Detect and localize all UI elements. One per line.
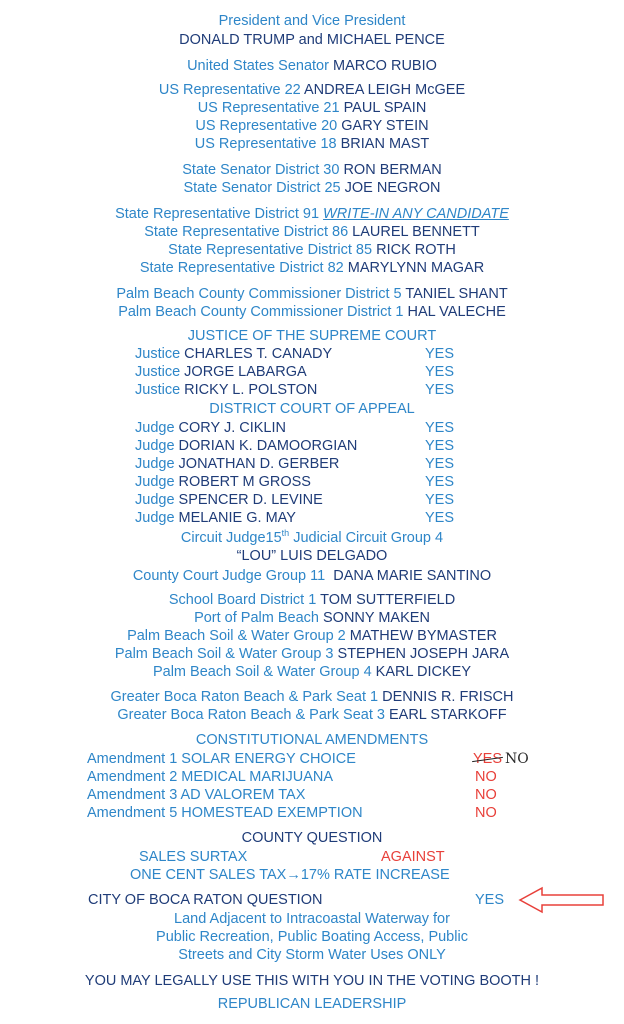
judge-name: JONATHAN D. GERBER (178, 456, 340, 472)
us-rep-name: ANDREA LEIGH McGEE (303, 82, 466, 98)
commissioner-name: HAL VALECHE (407, 304, 506, 320)
footer-signature: REPUBLICAN LEADERSHIP (217, 996, 407, 1012)
us-rep-label: US Representative 21 (197, 100, 340, 116)
amendment-vote: NO (475, 805, 497, 821)
judge-name: ROBERT M GROSS (178, 474, 311, 490)
city-question-header: CITY OF BOCA RATON QUESTION (88, 892, 323, 908)
city-question-text: Streets and City Storm Water Uses ONLY (178, 947, 446, 963)
judge-title: Judge (135, 456, 175, 472)
circuit-suffix: Judicial Circuit Group 4 (289, 530, 444, 546)
us-rep-line (0, 99, 624, 117)
beach-park-line (0, 688, 624, 706)
justice-name: JORGE LABARGA (184, 364, 307, 380)
sales-surtax-vote: AGAINST (381, 849, 445, 865)
local-line (0, 591, 624, 609)
city-question-text: Public Recreation, Public Boating Access, Public (156, 929, 468, 945)
justice-row (135, 363, 307, 381)
judge-vote: YES (425, 492, 455, 508)
circuit-judge-label (0, 529, 624, 547)
local-label: Port of Palm Beach (194, 610, 319, 626)
judge-title: Judge (135, 510, 175, 526)
judge-row (135, 509, 296, 527)
state-rep-label: State Representative District 91 (115, 206, 320, 222)
state-senator-line (0, 179, 624, 197)
justice-row (135, 381, 317, 399)
sales-surtax-detail: ONE CENT SALES TAX→17% RATE INCREASE (130, 867, 450, 883)
commissioner-label: Palm Beach County Commissioner District 1 (118, 304, 404, 320)
county-question-header: COUNTY QUESTION (241, 830, 383, 846)
us-rep-label: US Representative 18 (194, 136, 337, 152)
us-rep-line (0, 117, 624, 135)
judge-row (135, 419, 286, 437)
amendment-vote: NO (475, 769, 497, 785)
local-name: SONNY MAKEN (323, 610, 430, 626)
commissioner-name: TANIEL SHANT (405, 286, 508, 302)
local-label: School Board District 1 (168, 592, 317, 608)
amendment-label: Amendment 3 AD VALOREM TAX (87, 787, 306, 803)
us-rep-label: US Representative 20 (195, 118, 338, 134)
state-senator-label: State Senator District 30 (182, 162, 340, 178)
judge-vote: YES (425, 474, 455, 490)
commissioner-label: Palm Beach County Commissioner District 5 (116, 286, 402, 302)
local-line (0, 645, 624, 663)
county-court-line (0, 567, 624, 585)
judge-title: Judge (135, 420, 175, 436)
judge-row (135, 455, 339, 473)
local-name: TOM SUTTERFIELD (320, 592, 456, 608)
beach-park-label: Greater Boca Raton Beach & Park Seat 1 (110, 689, 379, 705)
city-question-text: Land Adjacent to Intracoastal Waterway for (174, 911, 450, 927)
president-label: President and Vice President (218, 13, 406, 29)
struck-yes: YES (473, 751, 503, 767)
judge-row (135, 491, 323, 509)
state-senator-line (0, 161, 624, 179)
senator-name: MARCO RUBIO (332, 58, 437, 74)
president-names: DONALD TRUMP and MICHAEL PENCE (179, 32, 445, 48)
amendments-header: CONSTITUTIONAL AMENDMENTS (195, 732, 429, 748)
local-name: MATHEW BYMASTER (349, 628, 497, 644)
us-rep-name: GARY STEIN (341, 118, 429, 134)
justice-vote: YES (425, 346, 455, 362)
judge-name: SPENCER D. LEVINE (178, 492, 323, 508)
judge-name: DORIAN K. DAMOORGIAN (178, 438, 358, 454)
amendment-vote (473, 750, 529, 768)
local-name: KARL DICKEY (375, 664, 472, 680)
beach-park-label: Greater Boca Raton Beach & Park Seat 3 (117, 707, 385, 723)
amendment-label: Amendment 1 SOLAR ENERGY CHOICE (87, 751, 356, 767)
amendment-vote: NO (475, 787, 497, 803)
judge-title: Judge (135, 474, 175, 490)
justice-vote: YES (425, 382, 455, 398)
write-in-candidate: WRITE-IN ANY CANDIDATE (323, 206, 509, 222)
beach-park-line (0, 706, 624, 724)
us-rep-name: BRIAN MAST (340, 136, 430, 152)
judge-name: MELANIE G. MAY (178, 510, 296, 526)
circuit-judge-name: “LOU” LUIS DELGADO (236, 548, 388, 564)
justice-row (135, 345, 332, 363)
local-name: STEPHEN JOSEPH JARA (337, 646, 510, 662)
us-rep-line (0, 135, 624, 153)
amendment-label: Amendment 2 MEDICAL MARIJUANA (87, 769, 334, 785)
us-rep-label: US Representative 22 (158, 82, 301, 98)
state-rep-line (0, 205, 624, 223)
state-rep-name: RICK ROTH (376, 242, 456, 258)
sales-surtax-label: SALES SURTAX (139, 849, 248, 865)
state-rep-label: State Representative District 85 (168, 242, 373, 258)
commissioner-line (0, 285, 624, 303)
state-rep-label: State Representative District 82 (139, 260, 344, 276)
city-question-vote: YES (475, 892, 505, 908)
local-line (0, 663, 624, 681)
us-rep-name: PAUL SPAIN (343, 100, 427, 116)
local-label: Palm Beach Soil & Water Group 3 (114, 646, 334, 662)
beach-park-name: DENNIS R. FRISCH (382, 689, 514, 705)
state-rep-line (0, 259, 624, 277)
judge-name: CORY J. CIKLIN (178, 420, 286, 436)
handwritten-no: NO (505, 751, 529, 767)
state-rep-name: LAUREL BENNETT (352, 224, 480, 240)
circuit-prefix: Circuit Judge15 (180, 530, 282, 546)
justice-title: Justice (135, 346, 181, 362)
state-senator-name: RON BERMAN (343, 162, 442, 178)
state-rep-label: State Representative District 86 (144, 224, 349, 240)
circuit-sup: th (281, 528, 290, 539)
beach-park-name: EARL STARKOFF (388, 707, 507, 723)
legal-notice: YOU MAY LEGALLY USE THIS WITH YOU IN THE VOTING BOOTH ! (84, 973, 540, 989)
judge-vote: YES (425, 420, 455, 436)
judge-vote: YES (425, 438, 455, 454)
local-line (0, 627, 624, 645)
amendment-label: Amendment 5 HOMESTEAD EXEMPTION (87, 805, 363, 821)
local-line (0, 609, 624, 627)
appeal-court-header: DISTRICT COURT OF APPEAL (209, 401, 415, 417)
state-senator-label: State Senator District 25 (183, 180, 341, 196)
justice-vote: YES (425, 364, 455, 380)
supreme-court-header: JUSTICE OF THE SUPREME COURT (187, 328, 437, 344)
judge-title: Judge (135, 438, 175, 454)
judge-row (135, 437, 357, 455)
county-court-label: County Court Judge Group 11 (132, 568, 326, 584)
local-label: Palm Beach Soil & Water Group 4 (152, 664, 372, 680)
justice-title: Justice (135, 364, 181, 380)
justice-name: RICKY L. POLSTON (184, 382, 318, 398)
local-label: Palm Beach Soil & Water Group 2 (127, 628, 346, 644)
senator-line (0, 57, 624, 75)
state-rep-name: MARYLYNN MAGAR (347, 260, 485, 276)
senator-label: United States Senator (187, 58, 329, 74)
judge-row (135, 473, 311, 491)
justice-name: CHARLES T. CANADY (184, 346, 333, 362)
state-rep-line (0, 223, 624, 241)
commissioner-line (0, 303, 624, 321)
state-rep-line (0, 241, 624, 259)
judge-vote: YES (425, 510, 455, 526)
state-senator-name: JOE NEGRON (344, 180, 441, 196)
justice-title: Justice (135, 382, 181, 398)
judge-title: Judge (135, 492, 175, 508)
judge-vote: YES (425, 456, 455, 472)
county-court-name: DANA MARIE SANTINO (333, 568, 492, 584)
us-rep-line (0, 81, 624, 99)
